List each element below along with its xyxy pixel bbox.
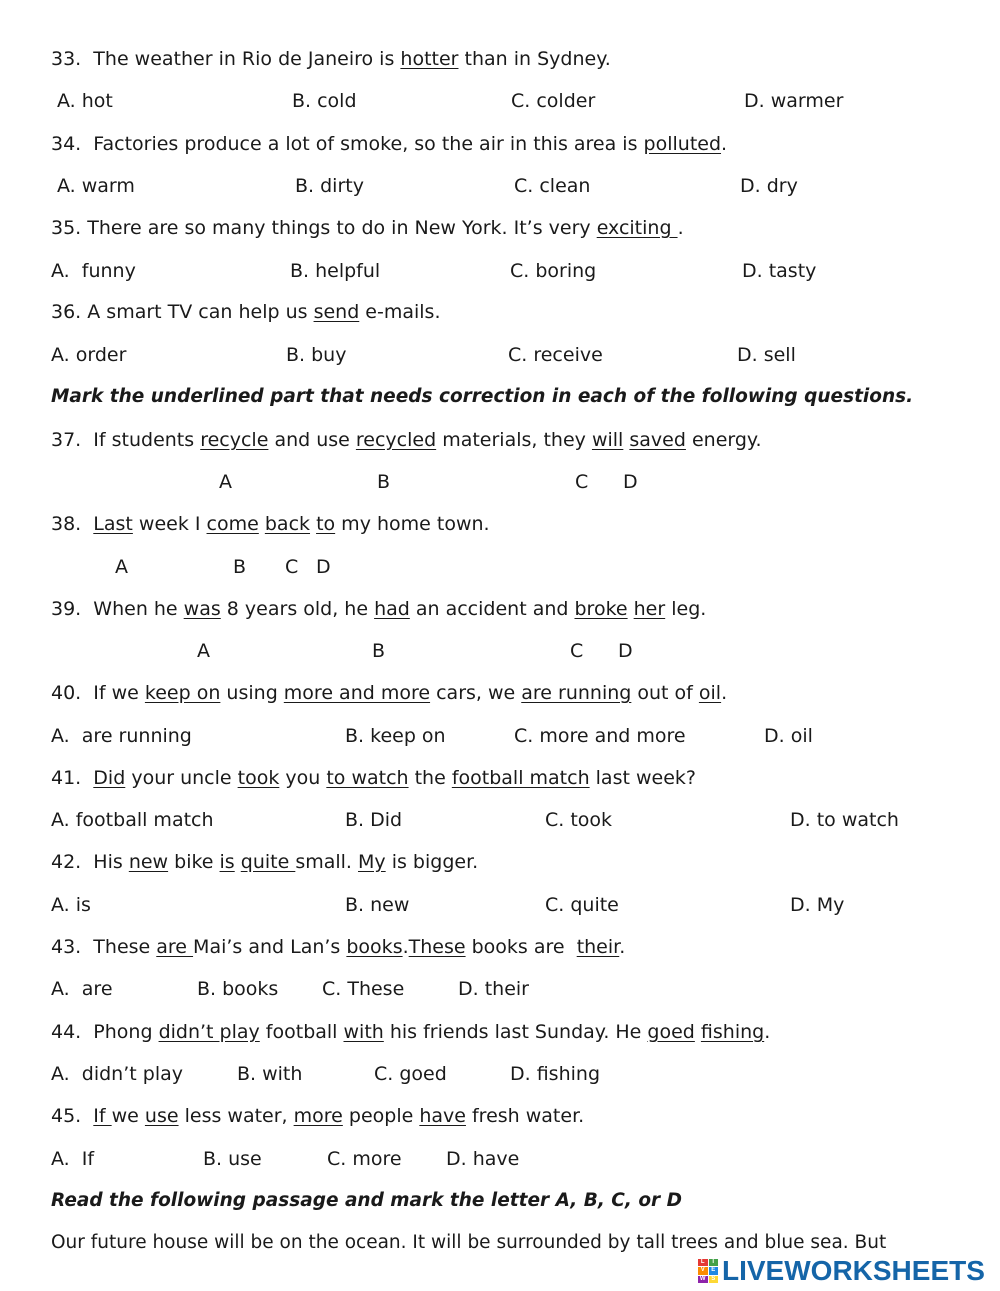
option-b[interactable]: B. dirty [295,175,364,197]
option-letter-c[interactable]: C [285,556,299,578]
badge-tile: W [699,1275,706,1282]
question-40: 40. If we keep on using more and more cars, we are running out of oil. [51,682,728,704]
option-c[interactable]: C. colder [511,90,596,112]
option-d[interactable]: D. their [458,978,529,1000]
question-37: 37. If students recycle and use recycled materials, they will saved energy. [51,429,762,451]
badge-tile: E [709,1267,719,1274]
option-b[interactable]: B. Did [345,809,403,831]
question-33: 33. The weather in Rio de Janeiro is hotter than in Sydney. [51,48,611,70]
liveworksheets-logo [698,1256,985,1286]
option-letter-c[interactable]: C [575,471,589,493]
option-d[interactable]: D. tasty [742,260,817,282]
option-letter-d[interactable]: D [618,640,633,662]
option-a[interactable]: A. are [51,978,113,1000]
badge-tile: V [698,1267,708,1274]
option-d[interactable]: D. dry [740,175,798,197]
badge-tile: S [709,1276,719,1283]
option-a[interactable]: A. funny [51,260,136,282]
question-34: 34. Factories produce a lot of smoke, so the air in this area is polluted. [51,133,728,155]
option-b[interactable]: B. with [237,1063,303,1085]
question-45: 45. If we use less water, more people have fresh water. [51,1105,585,1127]
option-b[interactable]: B. new [345,894,410,916]
option-c[interactable]: C. boring [510,260,597,282]
question-36: 36. A smart TV can help us send e-mails. [51,301,441,323]
option-d[interactable]: D. sell [737,344,796,366]
option-letter-d[interactable]: D [316,556,331,578]
option-letter-a[interactable]: A [197,640,210,662]
option-c[interactable]: C. quite [545,894,619,916]
option-c[interactable]: C. more [327,1148,402,1170]
section-instruction: Mark the underlined part that needs correction in each of the following questions. [51,386,914,407]
passage-text: Our future house will be on the ocean. It will be surrounded by tall trees and blue sea. But [51,1232,887,1253]
option-a[interactable]: A. warm [57,175,135,197]
section-instruction: Read the following passage and mark the letter A, B, C, or D [51,1190,682,1211]
badge-tile: I [709,1259,719,1266]
option-c[interactable]: C. clean [514,175,591,197]
option-d[interactable]: D. to watch [790,809,899,831]
question-35: 35. There are so many things to do in New York. It’s very exciting . [51,217,684,239]
option-b[interactable]: B. cold [292,90,357,112]
logo-text: LIVEWORKSHEETS [722,1255,985,1286]
option-letter-d[interactable]: D [623,471,638,493]
option-c[interactable]: C. receive [508,344,603,366]
question-38: 38. Last week I come back to my home town. [51,513,490,535]
option-a[interactable]: A. If [51,1148,95,1170]
badge-tile: L [698,1259,708,1266]
option-d[interactable]: D. fishing [510,1063,600,1085]
option-b[interactable]: B. keep on [345,725,446,747]
option-a[interactable]: A. order [51,344,127,366]
question-41: 41. Did your uncle took you to watch the football match last week? [51,767,696,789]
option-c[interactable]: C. took [545,809,613,831]
option-letter-c[interactable]: C [570,640,584,662]
question-44: 44. Phong didn’t play football with his friends last Sunday. He goed fishing. [51,1021,771,1043]
question-43: 43. These are Mai’s and Lan’s books.These books are their. [51,936,626,958]
option-b[interactable]: B. buy [286,344,347,366]
option-letter-b[interactable]: B [233,556,247,578]
option-a[interactable]: A. didn’t play [51,1063,183,1085]
option-a[interactable]: A. are running [51,725,192,747]
option-c[interactable]: C. more and more [514,725,686,747]
option-letter-b[interactable]: B [372,640,386,662]
option-b[interactable]: B. books [197,978,279,1000]
option-letter-a[interactable]: A [219,471,232,493]
option-d[interactable]: D. have [446,1148,520,1170]
option-a[interactable]: A. is [51,894,91,916]
option-c[interactable]: C. These [322,978,405,1000]
option-d[interactable]: D. My [790,894,845,916]
option-b[interactable]: B. use [203,1148,262,1170]
option-letter-b[interactable]: B [377,471,391,493]
option-a[interactable]: A. football match [51,809,214,831]
option-letter-a[interactable]: A [115,556,128,578]
option-d[interactable]: D. warmer [744,90,844,112]
option-b[interactable]: B. helpful [290,260,381,282]
option-a[interactable]: A. hot [57,90,113,112]
liveworksheets-badge-icon [698,1259,718,1283]
option-c[interactable]: C. goed [374,1063,447,1085]
option-d[interactable]: D. oil [764,725,813,747]
question-39: 39. When he was 8 years old, he had an accident and broke her leg. [51,598,707,620]
question-42: 42. His new bike is quite small. My is bigger. [51,851,479,873]
